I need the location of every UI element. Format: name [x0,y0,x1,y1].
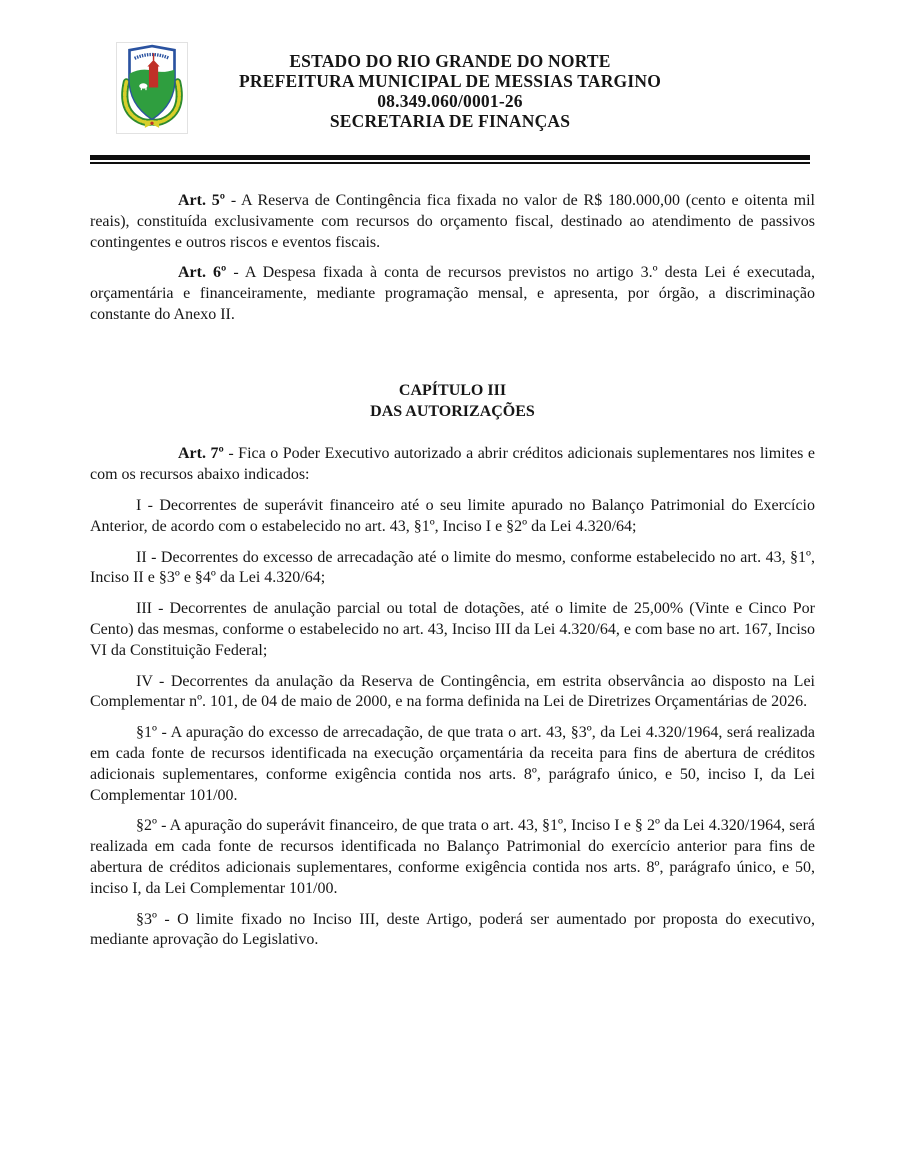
paragraph-art-5 [90,191,815,253]
article-number: Art. 5º [178,192,226,209]
inciso-number: III [136,600,152,618]
chapter-heading [90,381,815,423]
article-text: - A Reserva de Contingência fica fixada no valor de R$ 180.000,00 (cento e oitenta mil reais), constituída exclusivamente com recursos do orçamento fiscal, destinado ao atendimento de passivos contingentes e outros riscos e eventos fiscais. [90,192,816,251]
article-text: - A Despesa fixada à conta de recursos previstos no artigo 3.º desta Lei é executada, orçamentária e financeiramente, mediante programação mensal, e apresenta, por órgão, a discriminação constante do Anexo II. [90,264,816,323]
section-number: §2º [136,817,157,835]
paragraph-section-3 [90,910,815,952]
paragraph-section-2 [90,816,815,899]
article-text: - Fica o Poder Executivo autorizado a abrir créditos adicionais suplementares nos limites e com os recursos abaixo indicados: [90,445,815,484]
paragraph-art-6 [90,263,815,325]
section-number: §3º [136,910,157,928]
letterhead-text [90,42,810,131]
paragraph-inciso-2 [90,548,815,590]
article-number: Art. 7º [178,445,224,463]
paragraph-art-7 [90,444,815,486]
municipal-coat-of-arms-icon [116,42,188,134]
article-number: Art. 6º [178,264,227,282]
paragraph-inciso-4 [90,672,815,714]
letterhead [90,42,810,134]
letterhead-municipality-line: PREFEITURA MUNICIPAL DE MESSIAS TARGINO [238,71,662,91]
inciso-text: - Decorrentes do excesso de arrecadação até o limite do mesmo, conforme estabelecido no art. 43, §1º, Inciso II e §3º e §4º da Lei 4.320/64; [90,548,815,587]
section-text: - O limite fixado no Inciso III, deste Artigo, poderá ser aumentado por proposta do executivo, mediante aprovação do Legislativo. [90,910,815,949]
inciso-number: II [136,548,147,566]
inciso-number: I [136,496,142,514]
section-number: §1º [136,724,157,742]
inciso-text: - Decorrentes da anulação da Reserva de Contingência, em estrita observância ao disposto na Lei Complementar nº. 101, de 04 de maio de 2000, e na forma definida na Lei de Diretrizes Orçamentárias de 2026. [90,672,815,711]
section-text: - A apuração do superávit financeiro, de que trata o art. 43, §1º, Inciso I e § 2º da Lei 4.320/1964, será realizada em cada fonte de recursos identificada no Balanço Patrimonial do exercício anterior para fins de abertura de créditos adicionais suplementares, conforme exigência contida nos arts. 8º, parágrafo único, e 50, inciso I, da Lei Complementar 101/00. [90,817,815,897]
letterhead-department: SECRETARIA DE FINANÇAS [329,111,571,131]
inciso-text: - Decorrentes de anulação parcial ou total de dotações, até o limite de 25,00% (Vinte e Cinco Por Cento) das mesmas, conforme o estabelecido no art. 43, Inciso III da Lei 4.320/64, e com base no art. 167, Inciso VI da Constituição Federal; [90,600,815,659]
paragraph-inciso-1 [90,496,815,538]
section-text: - A apuração do excesso de arrecadação, de que trata o art. 43, §3º, da Lei 4.320/1964, será realizada em cada fonte de recursos identificada na execução orçamentária da receita para fins de abertura de créditos adicionais suplementares, conforme exigência contida nos arts. 8º, parágrafo único, e 50, inciso I, da Lei Complementar 101/00. [90,724,815,804]
header-divider-rule [90,155,810,164]
chapter-title: CAPÍTULO III [398,381,507,399]
inciso-number: IV [136,672,153,690]
paragraph-section-1 [90,723,815,806]
paragraph-inciso-3 [90,599,815,661]
document-body [90,191,815,951]
letterhead-cnpj: 08.349.060/0001-26 [377,91,523,111]
chapter-subtitle: DAS AUTORIZAÇÕES [370,402,535,420]
inciso-text: - Decorrentes de superávit financeiro até o seu limite apurado no Balanço Patrimonial do Exercício Anterior, de acordo com o estabelecido no art. 43, §1º, Inciso I e §2º da Lei 4.320/64; [90,496,815,535]
letterhead-state-line: ESTADO DO RIO GRANDE DO NORTE [289,51,611,71]
